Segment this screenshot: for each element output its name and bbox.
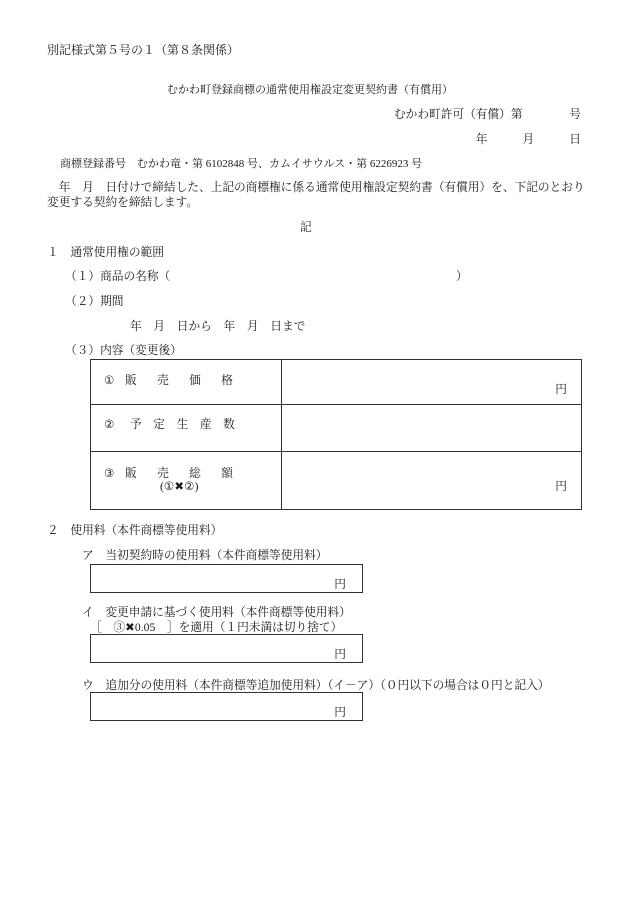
table-row-planned-production bbox=[91, 405, 581, 452]
section2-heading: ２ 使用料（本件商標等使用料） bbox=[47, 524, 223, 537]
yen-unit: 円 bbox=[555, 480, 567, 493]
trademark-registration: 商標登録番号 むかわ竜・第 6102848 号、カムイサウルス・第 6226923 号 bbox=[60, 158, 423, 170]
fee-u-label: ウ 追加分の使用料（本件商標等追加使用料）（イ－ア）（０円以下の場合は０円と記入） bbox=[82, 679, 550, 692]
row-number: ① bbox=[104, 374, 115, 387]
document-title: むかわ町登録商標の通常使用権設定変更契約書（有償用） bbox=[167, 84, 453, 96]
table-row-sales-price bbox=[91, 360, 581, 405]
row-number: ③ bbox=[104, 467, 115, 480]
yen-unit: 円 bbox=[555, 383, 567, 396]
row-label: 販売価格 bbox=[125, 374, 254, 387]
row-label: 販売総額 bbox=[125, 467, 254, 480]
yen-unit: 円 bbox=[334, 578, 346, 591]
sales-price-value-cell[interactable] bbox=[282, 360, 581, 404]
table-row-total-sales bbox=[91, 452, 581, 509]
total-sales-value-cell[interactable] bbox=[282, 452, 581, 509]
row-label: 予定生産数 bbox=[130, 418, 247, 431]
table-label-cell bbox=[91, 405, 282, 451]
fee-u-box[interactable] bbox=[90, 692, 363, 721]
intro-paragraph-line: 変更する契約を締結します。 bbox=[47, 196, 199, 209]
row-formula: (①✖②) bbox=[160, 480, 199, 493]
ki-heading: 記 bbox=[300, 221, 312, 234]
product-name-close-paren: ） bbox=[456, 270, 468, 283]
table-label-cell bbox=[91, 452, 282, 509]
fee-a-box[interactable] bbox=[90, 564, 363, 593]
planned-production-value-cell[interactable] bbox=[282, 405, 581, 451]
row-number: ② bbox=[104, 418, 115, 431]
yen-unit: 円 bbox=[334, 648, 346, 661]
product-name-label: （１）商品の名称（ bbox=[65, 270, 171, 283]
period-value: 年 月 日から 年 月 日まで bbox=[130, 320, 306, 333]
table-label-cell bbox=[91, 360, 282, 404]
form-number: 別記様式第５号の１（第８条関係） bbox=[47, 43, 240, 57]
fee-i-label: イ 変更申請に基づく使用料（本件商標等使用料） bbox=[82, 606, 351, 619]
permit-number: むかわ町許可（有償）第 号 bbox=[393, 108, 581, 121]
fee-a-label: ア 当初契約時の使用料（本件商標等使用料） bbox=[82, 549, 328, 562]
section1-heading: １ 通常使用権の範囲 bbox=[47, 246, 164, 259]
content-table bbox=[90, 359, 582, 510]
fee-i-note: ［ ③✖0.05 ］を適用（１円未満は切り捨て） bbox=[90, 621, 343, 634]
yen-unit: 円 bbox=[334, 706, 346, 719]
period-label: （２）期間 bbox=[65, 295, 124, 308]
document-date: 年 月 日 bbox=[475, 133, 581, 146]
content-label: （３）内容（変更後） bbox=[65, 344, 182, 357]
fee-i-box[interactable] bbox=[90, 634, 363, 663]
intro-paragraph-line: 年 月 日付けで締結した、上記の商標権に係る通常使用権設定契約書（有償用）を、下記のとおり bbox=[47, 181, 585, 194]
